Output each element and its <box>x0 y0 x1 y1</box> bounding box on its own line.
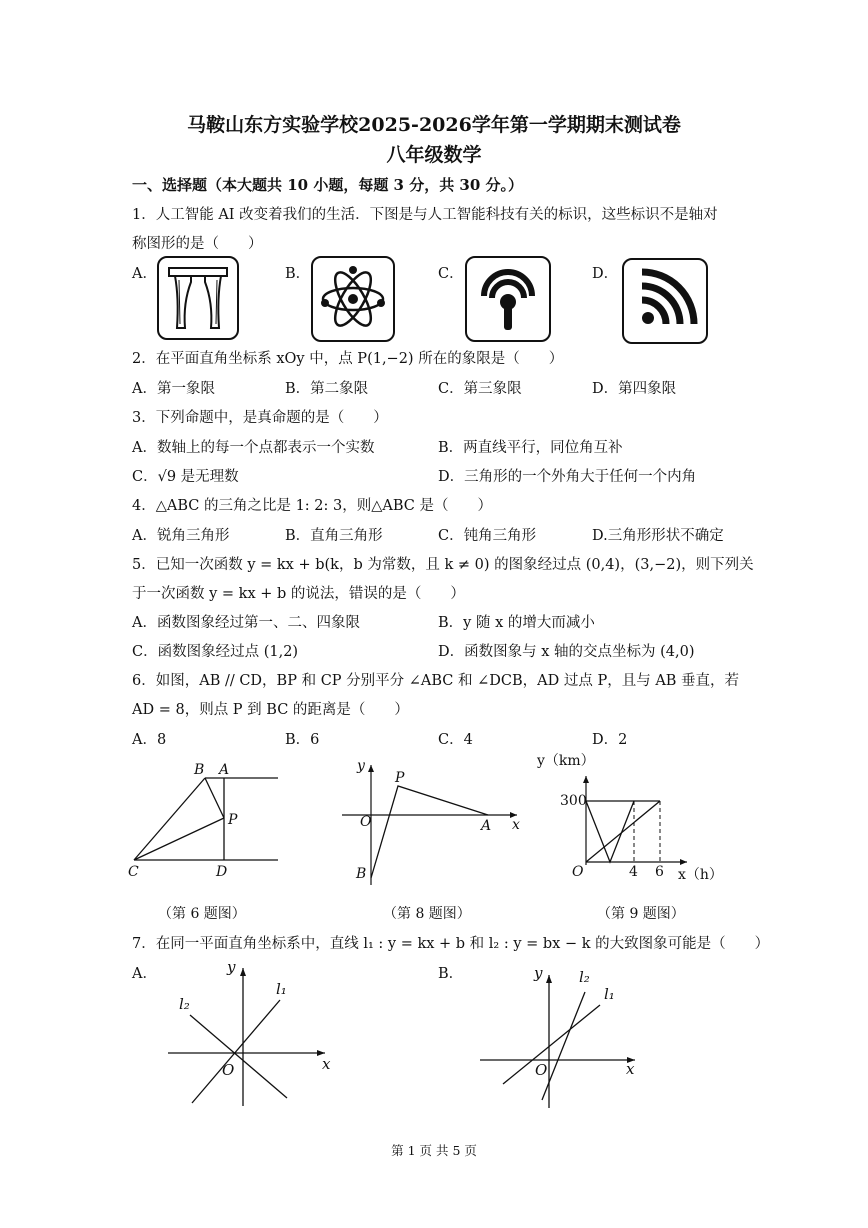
exam-subtitle: 八年级数学 <box>386 144 482 166</box>
fig9-label-6: 6 <box>655 864 664 880</box>
fig6-caption: （第 6 题图） <box>158 906 246 922</box>
exam-title: 马鞍山东方实验学校2025-2026学年第一学期期末测试卷 <box>187 114 681 136</box>
q7b-label-o: O <box>535 1061 548 1079</box>
q1-stem-line2: 称图形的是（ ） <box>132 236 263 252</box>
q6-stem-line2: AD = 8，则点 P 到 BC 的距离是（ ） <box>132 702 409 718</box>
q6-option-a: A．8 <box>132 732 167 748</box>
q7b-label-l2: l₂ <box>579 968 590 986</box>
q7a-label-l2: l₂ <box>179 995 190 1013</box>
fig8-label-y: y <box>357 758 365 774</box>
q7a-label-l1: l₁ <box>276 980 287 998</box>
q4-stem: 4．△ABC 的三角之比是 1: 2: 3，则△ABC 是（ ） <box>132 498 492 514</box>
q2-option-a: A．第一象限 <box>132 381 215 397</box>
q2-option-c: C．第三象限 <box>438 381 522 397</box>
fig8-label-a: A <box>481 818 492 834</box>
q5-stem-line1: 5．已知一次函数 y = kx + b(k，b 为常数，且 k ≠ 0) 的图象经过点 (0,4)，(3,−2)，则下列关 <box>132 557 754 573</box>
q7b-label-l1: l₁ <box>604 985 615 1003</box>
fig8-label-o: O <box>360 814 372 830</box>
q7b-label-y: y <box>534 964 543 982</box>
q4-option-a: A．锐角三角形 <box>132 528 230 544</box>
fig9-label-300: 300 <box>560 793 587 809</box>
q6-option-d: D．2 <box>592 732 628 748</box>
fig6-label-a: A <box>219 762 230 778</box>
q1-option-a: A． <box>132 266 157 282</box>
q1-option-b: B． <box>285 266 311 282</box>
q7a-label-y: y <box>227 958 236 976</box>
q1-option-d: D． <box>592 266 619 282</box>
q5-option-c: C．函数图象经过点 (1,2) <box>132 644 299 660</box>
q2-stem: 2．在平面直角坐标系 xOy 中，点 P(1,−2) 所在的象限是（ ） <box>132 351 564 367</box>
q4-option-d: D.三角形形状不确定 <box>592 528 724 544</box>
q4-option-c: C．钝角三角形 <box>438 528 537 544</box>
q4-option-b: B．直角三角形 <box>285 528 383 544</box>
q7-option-b: B． <box>438 966 464 982</box>
q3-option-b: B．两直线平行，同位角互补 <box>438 440 623 456</box>
fig9-label-o: O <box>572 864 584 880</box>
q6-option-c: C．4 <box>438 732 473 748</box>
q5-option-d: D．函数图象与 x 轴的交点坐标为 (4,0) <box>438 644 695 660</box>
fig8-label-b: B <box>356 866 367 882</box>
q1-option-c: C． <box>438 266 464 282</box>
q3-option-a: A．数轴上的每一个点都表示一个实数 <box>132 440 375 456</box>
fig6-label-b: B <box>194 762 205 778</box>
fig6-label-c: C <box>128 864 139 880</box>
q7a-label-x: x <box>322 1055 331 1073</box>
fig9-caption: （第 9 题图） <box>597 906 685 922</box>
fig9-label-x: x（h） <box>678 867 723 883</box>
q3-stem: 3．下列命题中，是真命题的是（ ） <box>132 410 388 426</box>
q1-stem-line1: 1．人工智能 AI 改变着我们的生活．下图是与人工智能科技有关的标识，这些标识不是轴对 <box>132 207 718 223</box>
q3-option-c: C．√9 是无理数 <box>132 469 239 485</box>
q7-stem: 7．在同一平面直角坐标系中，直线 l₁ : y = kx + b 和 l₂ : y = bx − k 的大致图象可能是（ ） <box>132 936 770 952</box>
q5-option-b: B．y 随 x 的增大而减小 <box>438 615 595 631</box>
q3-option-d: D．三角形的一个外角大于任何一个内角 <box>438 469 697 485</box>
q2-option-b: B．第二象限 <box>285 381 369 397</box>
fig8-caption: （第 8 题图） <box>383 906 471 922</box>
q5-stem-line2: 于一次函数 y = kx + b 的说法，错误的是（ ） <box>132 586 465 602</box>
q7b-label-x: x <box>626 1060 635 1078</box>
fig8-label-x: x <box>512 817 520 833</box>
fig9-label-4: 4 <box>629 864 638 880</box>
section-heading: 一、选择题（本大题共 10 小题，每题 3 分，共 30 分。） <box>132 176 524 194</box>
q7a-label-o: O <box>222 1061 235 1079</box>
q5-option-a: A．函数图象经过第一、二、四象限 <box>132 615 360 631</box>
q6-stem-line1: 6．如图，AB // CD，BP 和 CP 分别平分 ∠ABC 和 ∠DCB，AD 过点 P，且与 AB 垂直，若 <box>132 673 740 689</box>
q6-option-b: B．6 <box>285 732 320 748</box>
page-number: 第 1 页 共 5 页 <box>391 1143 477 1158</box>
fig6-label-d: D <box>216 864 228 880</box>
q2-option-d: D．第四象限 <box>592 381 677 397</box>
fig9-label-y: y（km） <box>537 753 595 769</box>
q7-option-a: A． <box>132 966 157 982</box>
fig6-label-p: P <box>228 812 238 828</box>
fig8-label-p: P <box>395 770 405 786</box>
